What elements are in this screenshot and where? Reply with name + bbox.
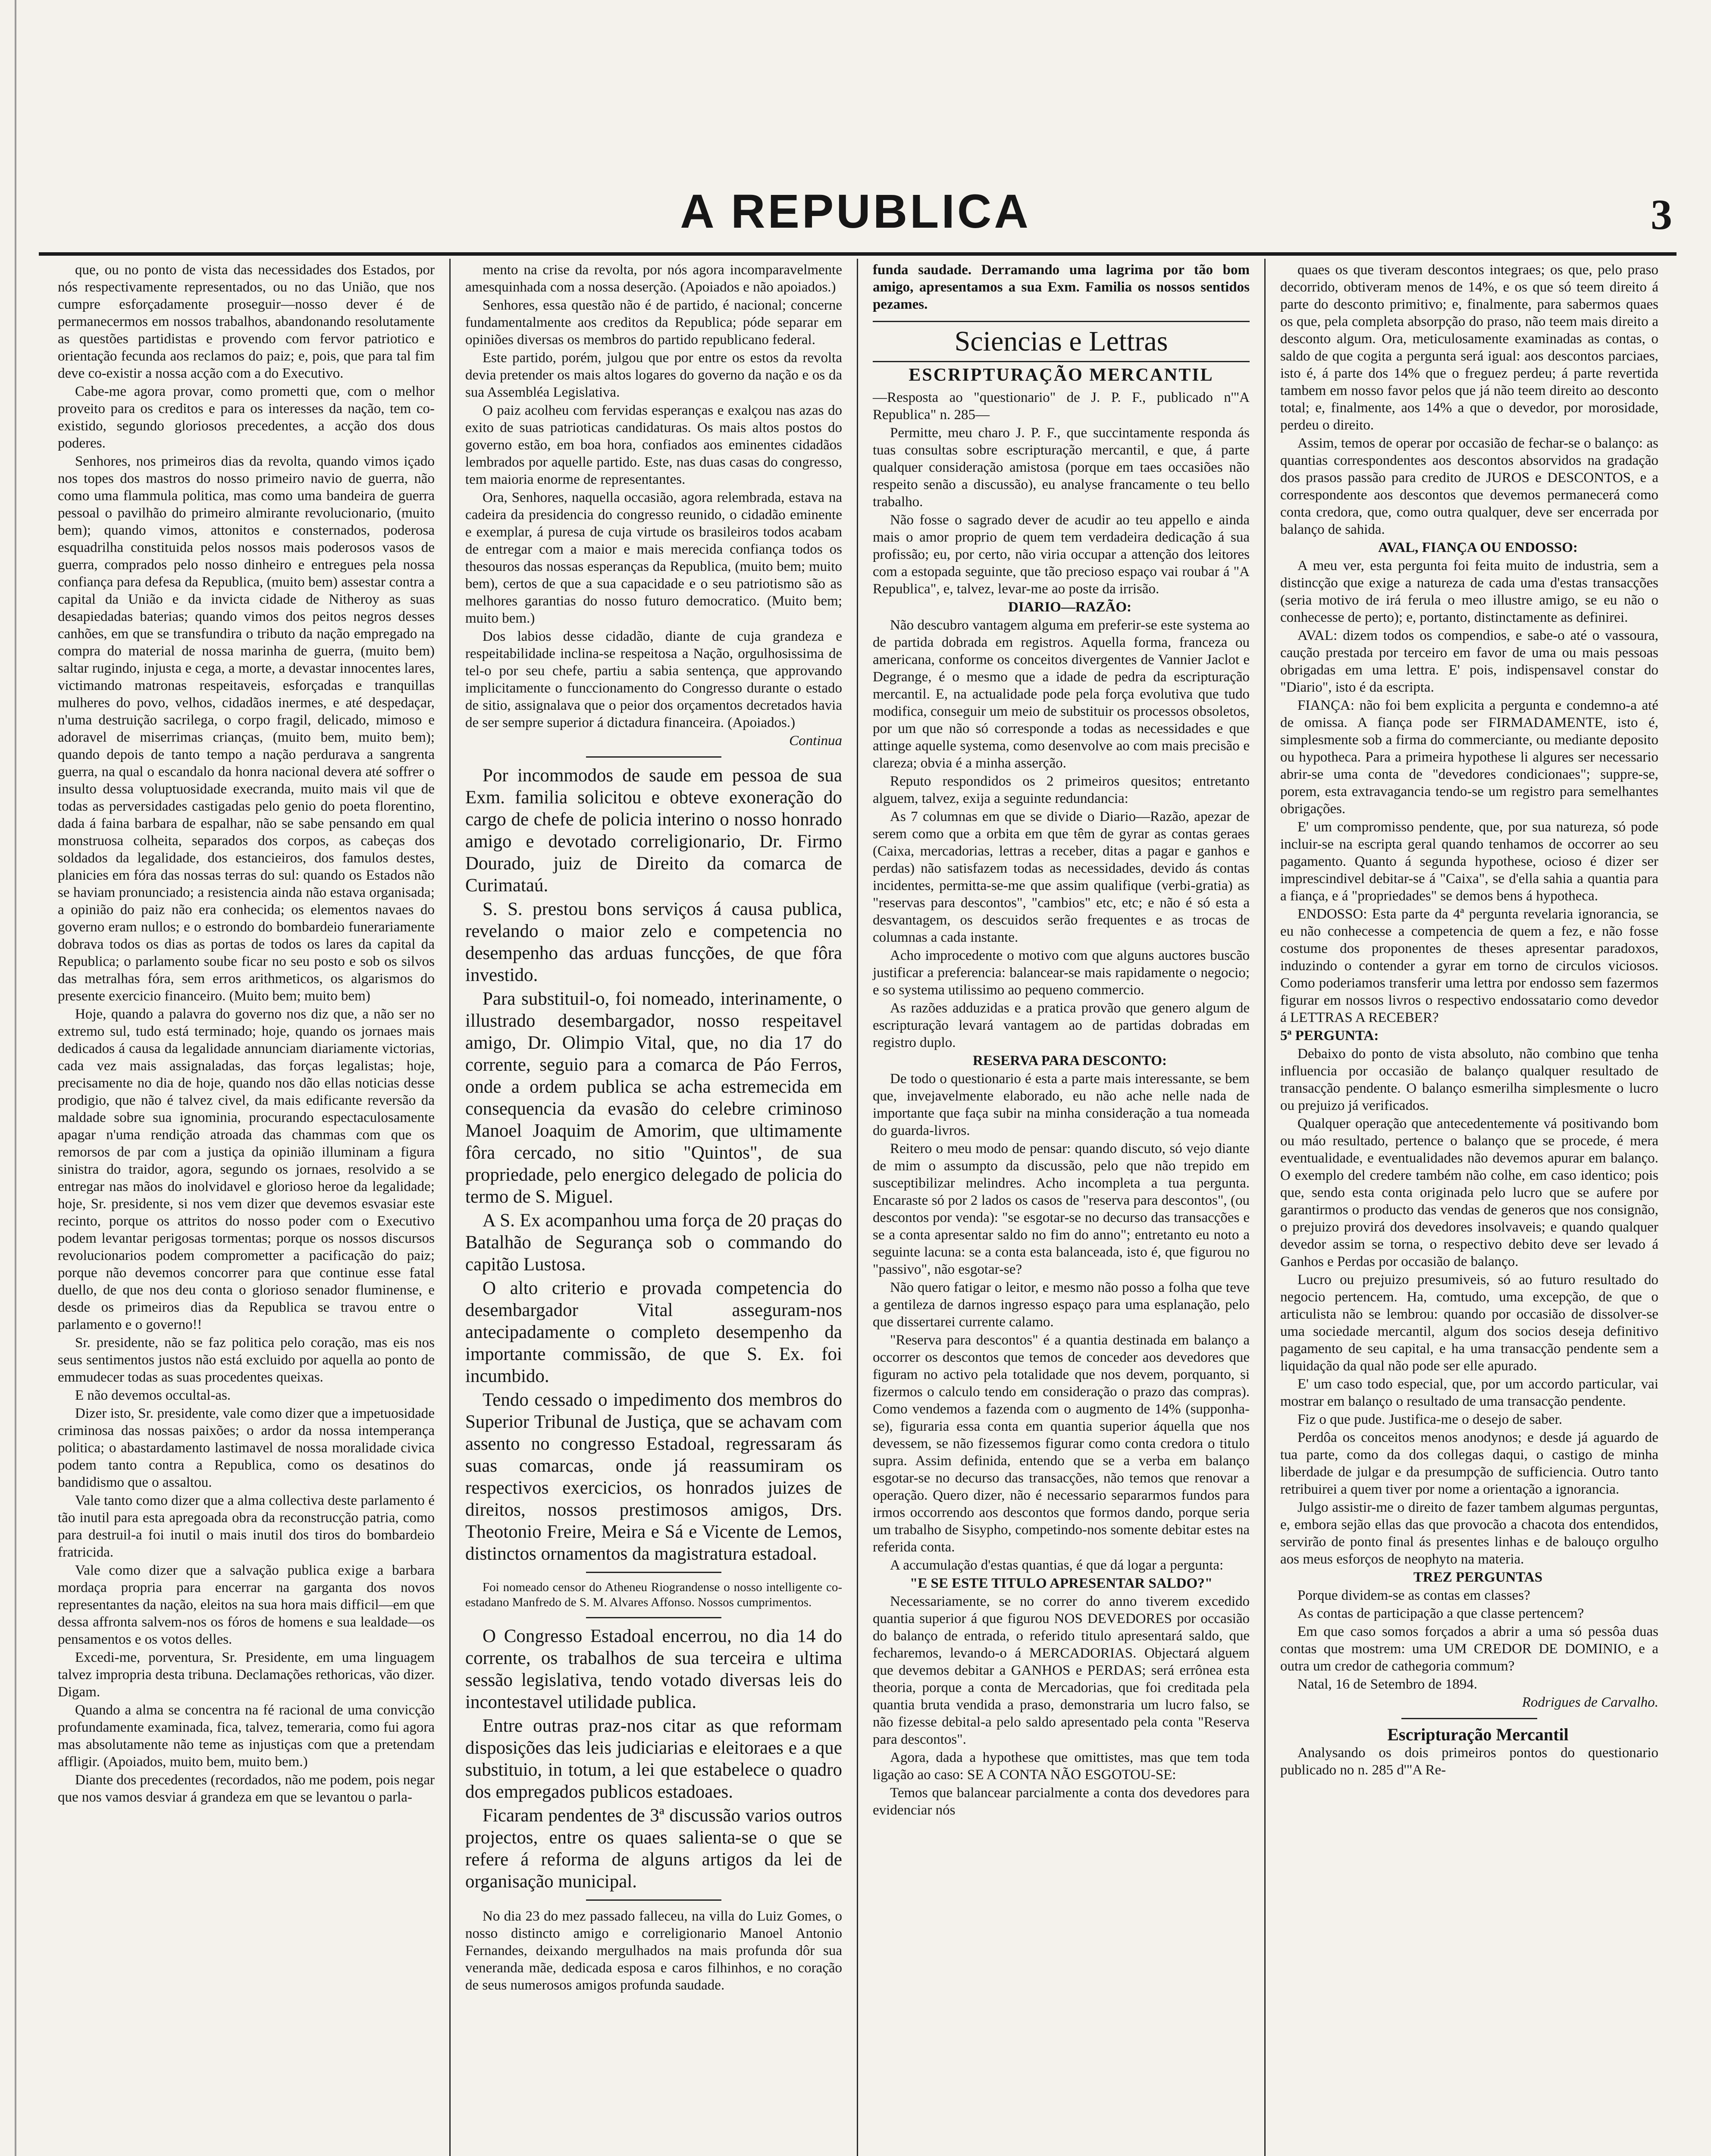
paragraph: E' um compromisso pendente, que, por sua natureza, só pode incluir-se na escripta geral quando tenhamos de occorrer ao seu pagamento. Quanto á segunda hypothese, ocioso é dizer ser imprescindivel debitar-se á "Caixa", se d'ella sahia a quantia para a fiança, e á "propriedades" se demos bens á hypotheca. xyxy=(1280,819,1658,904)
paragraph: Reitero o meu modo de pensar: quando discuto, só vejo diante de mim o assumpto da discussão, pelo que não trepido em susceptibilizar melindres. Acho incompleta a tua pergunta. Encaraste só por 2 lados os casos de "reserva para descontos", (ou descontos por venda): "se esgotar-se no decurso das transacções e se a conta apresentar saldo no fim do anno"; entretanto eu noto a seguinte lacuna: se a conta esta balanceada, isto é, que figurou no "passivo", não esgotar-se? xyxy=(873,1141,1250,1277)
column-4 xyxy=(1266,259,1673,2156)
continua-label: Continua xyxy=(789,733,842,749)
paragraph: Dizer isto, Sr. presidente, vale como dizer que a impetuosidade criminosa das nossas paixões; o ardor da nossa intemperança politica; o abastardamento lastimavel de nossa moralidade civica podem tanto contra a Republica, como os desatinos do bandidismo que o assaltou. xyxy=(58,1406,435,1490)
paragraph: ENDOSSO: Esta parte da 4ª pergunta revelaria ignorancia, se eu não conhecesse a competencia de quem a fez, e não fosse costume dos proponentes de theses apresentar paradoxos, induzindo o contender a gyrar em torno de circulos viciosos. Como poderiamos transferir uma lettra por endosso sem fazermos figurar em nossos livros o respectivo endossatario como devedor á LETTRAS A RECEBER? xyxy=(1280,906,1658,1025)
paragraph: Agora, dada a hypothese que omittistes, mas que tem toda ligação ao caso: SE A CONTA NÃO ESGOTOU-SE: xyxy=(873,1750,1250,1783)
paragraph: As contas de participação a que classe pertencem? xyxy=(1297,1606,1584,1621)
paragraph: AVAL: dizem todos os compendios, e sabe-o até o vassoura, caução prestada por terceiro em favor de uma ou mais pessoas obrigadas em uma lettra. E' pois, indispensavel constar do "Diario", isto é da escripta. xyxy=(1280,628,1658,695)
paragraph: A accumulação d'estas quantias, é que dá logar a pergunta: xyxy=(890,1557,1224,1573)
reserva-paragraphs xyxy=(873,1070,1250,1574)
paragraph: O Congresso Estadoal encerrou, no dia 14 do corrente, os trabalhos de sua terceira e ultima sessão legislativa, tendo votado diversas leis do incontestavel utilidade publica. xyxy=(465,1626,842,1712)
q5-paragraphs xyxy=(1280,1045,1658,1568)
paragraph: Permitte, meu charo J. P. F., que succintamente responda ás tuas consultas sobre escripturação mercantil, e que, á parte qualquer consideração amistosa (porque em taes occasiões não respeito senão a discussão), eu analyse francamente o teu bello trabalho. xyxy=(873,425,1250,510)
column-4-intro xyxy=(1280,261,1658,538)
paragraph: Assim, temos de operar por occasião de fechar-se o balanço: as quantias correspondentes aos descontos absorvidos na gradação dos prasos passão para credito de JUROS e DESCONTOS, e a correspondente aos descontos que devemos permanecerá como conta credora, que, como outra qualquer, deve ser encerrada por balanço de sahida. xyxy=(1280,436,1658,537)
paragraph: Ora, Senhores, naquella occasião, agora relembrada, estava na cadeira da presidencia do congresso reunido, o cidadão eminente e exemplar, á puresa de cuja virtude os brasileiros todos acabam de entregar com a maior e mais merecida confiança todos os thesouros das nossas esperanças da Republica, (muito bem; muito bem), certos de que a sua capacidade e o seu patriotismo são as melhores garantias do nosso futuro democratico. (Muito bem; muito bem.) xyxy=(465,490,842,626)
paragraph: Este partido, porém, julgou que por entre os estos da revolta devia pretender os mais altos logares do governo da nação e os da sua Assembléa Legislativa. xyxy=(465,350,842,400)
obituary-end: funda saudade. Derramando uma lagrima por tão bom amigo, apresentamos a sua Exm. Familia os nossos sentidos pezames. xyxy=(873,262,1250,312)
paragraph: "Reserva para descontos" é a quantia destinada em balanço a occorrer os descontos que temos de conceder aos devedores que figuram no activo pela totalidade que nos devem, porquanto, si fizermos o calculo tendo em consideração o prazo das compras). Como vendemos a fazenda com o augmento de 14% (supponha-se), figuraria essa conta em quantia superior áquella que nos devessem, se não fizessemos figurar como conta credora o titulo supra. Assim definida, entendo que se a verba em balanço esgotar-se no decurso das transacções, não temos que renovar a operação. Quero dizer, não é necessario separarmos fundos para irmos occorrendo aos descontos que formos dando, porque seria um trabalho de Sisypho, competindo-nos somente debitar estes na referida conta. xyxy=(873,1332,1250,1555)
paragraph: Tendo cessado o impedimento dos membros do Superior Tribunal de Justiça, que se achavam com assento no congresso Estadoal, regressaram ás suas comarcas, onde já reassumiram os respectivos exercicios, os honrados juizes de direitos, nossos prestimosos amigos, Drs. Theotonio Freire, Meira e Sá e Vicente de Lemos, distinctos ornamentos da magistratura estadoal. xyxy=(465,1390,842,1564)
paragraph: Excedi-me, porventura, Sr. Presidente, em uma linguagem talvez impropria desta tribuna. Declamações rethoricas, vão dizer. Digam. xyxy=(58,1650,435,1700)
paragraph: Fiz o que pude. Justifica-me o desejo de saber. xyxy=(1297,1412,1562,1427)
congress-notices xyxy=(465,1625,842,1893)
divider xyxy=(1401,1718,1538,1719)
paragraph: Lucro ou prejuizo presumiveis, só ao futuro resultado do negocio pertencem. Ha, comtudo, uma excepção, de que o articulista não se lembrou: quando por occasião de dissolver-se uma sociedade mercantil, algum dos socios deseja definitivo pagamento de seu capital, e ha uma transacção pendente sem a liquidação da qual não pode ser elle apurado. xyxy=(1280,1272,1658,1374)
paragraph: Diante dos precedentes (recordados, não me podem, pois negar que nos vamos desviar á grandeza em que se levantou o parla- xyxy=(58,1772,435,1805)
paragraph: A S. Ex acompanhou uma força de 20 praças do Batalhão de Segurança sob o commando do capitão Lustosa. xyxy=(465,1210,842,1275)
paragraph: Julgo assistir-me o direito de fazer tambem algumas perguntas, e, embora sejão ellas das que provocão a chacota dos entendidos, servirão de ponto final ás presentes linhas e de balouço orgulho aos meus esforços de neophyto na materia. xyxy=(1280,1500,1658,1567)
paragraph: Temos que balancear parcialmente a conta dos devedores para evidenciar nós xyxy=(873,1785,1250,1818)
masthead xyxy=(26,181,1685,241)
paragraph: Não quero fatigar o leitor, e mesmo não posso a folha que teve a gentileza de darnos ingresso espaço para uma esplanação, pelo que dissertarei currente calamo. xyxy=(873,1280,1250,1330)
paragraph: O alto criterio e provada competencia do desembargador Vital asseguram-nos antecipadamente o completo desempenho da importante commissão, de que S. Ex. foi incumbido. xyxy=(465,1278,842,1386)
paragraph: mento na crise da revolta, por nós agora incomparavelmente amesquinhada com a nossa deserção. (Apoiados e não apoiados.) xyxy=(465,262,842,295)
divider xyxy=(586,1572,722,1573)
paragraph: E não devemos occultal-as. xyxy=(75,1388,231,1403)
paragraph: As razões adduzidas e a pratica provão que genero algum de escripturação levará vantagem ao de partidas dobradas em registro duplo. xyxy=(873,1000,1250,1050)
q5-heading: 5ª PERGUNTA: xyxy=(1280,1028,1379,1044)
paragraph: Perdôa os conceitos menos anodynos; e desde já aguardo de tua parte, como da dos collegas daqui, o castigo de minha liberdade de julgar e da presumpção de sufficiencia. Outro tanto retribuirei a quem tiver por nome a orientação a ignorancia. xyxy=(1280,1430,1658,1497)
newspaper-title: A REPUBLICA xyxy=(680,185,1031,238)
paragraph: FIANÇA: não foi bem explicita a pergunta e condemno-a até de omissa. A fiança pode ser FIRMADAMENTE, isto é, simplesmente sob a firma do commerciante, ou mediante deposito ou hypotheca. Para a primeira hypothese li algures ser necessario abrir-se uma conta de "devedores condicionaes"; suppre-se, porem, esta extravagancia tendo-se um registro para semelhantes obrigações. xyxy=(1280,698,1658,817)
paragraph: Hoje, quando a palavra do governo nos diz que, a não ser no extremo sul, tudo está terminado; hoje, quando os jornaes mais dedicados á causa da legalidade annunciam diariamente victorias, cada vez mais assignaladas, das forças legalistas; hoje, precisamente no dia de hoje, quando nos dão ellas noticias desse prodigio, que não é talvez civel, da mais edificante reversão da maldade sobre sua ignominia, procurando espectaculosamente apagar n'uma rendição atroada das chammas com que os remorsos de par com a justiça da opinião illuminam a figura sinistra do traidor, agora, segundo os jornaes, resolvido a se entregar nas mãos do inolvidavel e glorioso heroe da legalidade; hoje, Sr. presidente, si nos vem dizer que devemos esvasiar este recinto, porque os attritos do nosso poder com o Executivo podem levantar perigosas tormentas; porque os nossos discursos revolucionarios podem comprometter a pacificação do paiz; porque não devemos concorrer para que continue esse fatal duello, de que nos deu conta o glorioso senador fluminense, e desde os primeiros dias da Republica se travou entre o parlamento e o governo!! xyxy=(58,1006,435,1332)
column-2-body xyxy=(465,261,842,731)
column-1-body xyxy=(58,261,435,1806)
paragraph: Em que caso somos forçados a abrir a uma só pessôa duas contas que mostrem: uma UM CREDOR DE DOMINIO, e a outra um credor de cathegoria commum? xyxy=(1280,1624,1658,1674)
page-number: 3 xyxy=(1651,191,1672,238)
paragraph: As 7 columnas em que se divide o Diario—Razão, apezar de serem como que a orbita em que têm de gyrar as contas geraes (Caixa, mercadorias, lettras a receber, ditas a pagar e ganhos e perdas) não satisfazem todas as necessidades, devido ás contas incidentes, permitta-se-me que assim qualifique (verbi-gratia) as "reservas para descontos", "cambios" etc, etc; e não é só esta a desvantagem, os descuidos serão frequentes e as trocas de columnas a cada instante. xyxy=(873,809,1250,945)
question-line: "E SE ESTE TITULO APRESENTAR SALDO?" xyxy=(909,1576,1213,1591)
paragraph: O paiz acolheu com fervidas esperanças e exalçou nas azas do exito de suas patrioticas candidaturas. Os mais altos postos do governo estão, em boa hora, confiados aos eminentes cidadãos lembrados por aquelle partido. Este, nas duas casas do congresso, tem maioria enorme de representantes. xyxy=(465,403,842,487)
paragraph: Qualquer operação que antecedentemente vá positivando bom ou máo resultado, pertence o balanço que se procede, é mera eventualidade, e eventualidades não devemos apurar em balanço. O exemplo del credere também não colhe, em caso identico; pois que, sendo esta conta originada pelo lucro que se aufere por garantirmos o producto das vendas de generos que nos consignão, o prejuizo provirá dos devedores insolvaveis; e quando qualquer devedor assim se torna, o respectivo debito deve ser levado á Ganhos e Perdas por occasião de balanço. xyxy=(1280,1116,1658,1269)
section-banner: Sciencias e Lettras xyxy=(873,321,1250,362)
tres-perguntas-list xyxy=(1280,1587,1658,1675)
paragraph: Senhores, nos primeiros dias da revolta, quando vimos içado nos topes dos mastros do nosso primeiro navio de guerra, não como uma flammula politica, mas como uma bandeira de guerra pessoal o pavilhão do primeiro almirante revolucionario, (muito bem); quando vimos, attonitos e consternados, poderosa esquadrilha constituida pelos nossos mais poderosos vasos de guerra, comprados pelo nosso dinheiro e entregues pela nossa confiança para defesa da Republica, (muito bem) assestar contra a capital da União e da invicta cidade de Nitheroy as suas desapiedadas baterias; quando vimos dos peitos negros desses canhões, em que se transfundira o tributo da nação empregado na compra do material de nossa marinha de guerra, (muito bem) saltar rugindo, injusta e cega, a morte, a devastar innocentes lares, victimando matronas respeitaveis, esforçadas e tranquillas mulheres do povo, velhos, cidadãos inermes, e até despedaçar, n'uma destruição sacrilega, o corpo fragil, delicado, mimoso e adoravel de miserrimas crianças, (muito bem, muito bem); quando depois de tanto tempo a nação perdurava a sangrenta guerra, na qual o escandalo da honra nacional devera até soffrer o insulto dessa voluptuosidade execranda, muito mais vil que de todas as perversidades castigadas pelo genio do poeta florentino, dada á faina barbara de espalhar, não se sabe pensando em qual monstruosa colheita, separados dos corpos, as cabeças dos soldados da legalidade, dos estancieiros, dos famulos destes, planicies em fóra das nossas terras do sul: quando os Estados não se haviam pronunciado; a resistencia ainda não estava organisada; a opinião do paiz não era conhecida; os elementos navaes do governo eram nullos; e o estrondo do bombardeio funerariamente dobrava todos os dias as portas de todos os lares da capital da Republica; o parlamento soube ficar no seu posto e sob os silvos das metralhas fóra, sem erros arithmeticos, os algarismos do presente exercicio financeiro. (Muito bem; muito bem) xyxy=(58,454,435,1004)
paragraph: Sr. presidente, não se faz politica pelo coração, mas eis nos seus sentimentos justos não está excluido por aquella ao ponto de emmudecer todas as suas procedentes queixas. xyxy=(58,1335,435,1385)
intro-paragraphs xyxy=(873,424,1250,598)
paragraph: Vale tanto como dizer que a alma collectiva deste parlamento é tão inutil para esta apregoada obra da reconstrucção patria, como para destruil-a foi inutil o mais inutil dos tiros do bombardeio fratricida. xyxy=(58,1493,435,1560)
paragraph: Debaixo do ponto de vista absoluto, não combino que tenha influencia por occasião de balanço qualquer resultado de transacção pendente. O balanço esmerilha simplesmente o lucro ou prejuizo já verificados. xyxy=(1280,1046,1658,1113)
next-article-text: Analysando os dois primeiros pontos do questionario publicado no n. 285 d'"A Re- xyxy=(1280,1745,1658,1778)
paragraph: E' um caso todo especial, que, por um accordo particular, vai mostrar em balanço o resultado de uma transacção pendente. xyxy=(1280,1376,1658,1409)
paragraph: Porque dividem-se as contas em classes? xyxy=(1297,1588,1530,1603)
article-lead: —Resposta ao "questionario" de J. P. F., publicado n'"A Republica" n. 285— xyxy=(873,390,1250,423)
column-2 xyxy=(451,259,858,2156)
notices-block xyxy=(465,765,842,1565)
masthead-rule xyxy=(39,252,1677,256)
diario-heading: DIARIO—RAZÃO: xyxy=(1008,599,1131,615)
paragraph: Necessariamente, se no correr do anno tiverem excedido quantia superior á que figurou NOS DEVEDORES por occasião do balanço de entrada, o referido titulo apresentará saldo, que fecharemos, levando-o á MERCADORIAS. Objectará alguem que devemos debitar a GANHOS e PERDAS; será errônea esta theoria, porque a conta de Mercadorias, que foi creditada pela quantia bruta vendida a praso, demonstraria um lucro falso, se não fizesse debital-a pelo saldo apresentado pela conta "Reserva para descontos". xyxy=(873,1594,1250,1747)
paragraph: Não fosse o sagrado dever de acudir ao teu appello e ainda mais o amor proprio de quem tem verdadeira dedicação á sua profissão; eu, por certo, não viria occupar a attenção dos leitores com a estopada seguinte, que tão precioso espaço vai roubar á "A Republica", e, talvez, levar-me ao poste da irrisão. xyxy=(873,512,1250,597)
obituary-notice: No dia 23 do mez passado falleceu, na villa do Luiz Gomes, o nosso distincto amigo e correligionario Manoel Antonio Fernandes, deixando mergulhados na mais profunda dôr sua veneranda mãe, dedicada esposa e caros filhinhos, e no coração de seus numerosos amigos profunda saudade. xyxy=(465,1908,842,1993)
paragraph: Cabe-me agora provar, como prometti que, com o melhor proveito para os creditos e para os interesses da nação, tem co-existido, segundo gloriosos precedentes, a acção dos dous poderes. xyxy=(58,384,435,451)
article-columns xyxy=(43,259,1673,2156)
column-1 xyxy=(43,259,451,2156)
paragraph: Entre outras praz-nos citar as que reformam disposições das leis judiciarias e eleitoraes e a que substituio, in totum, a lei que estabelece o quadro dos empregados publicos estadoaes. xyxy=(465,1716,842,1802)
paragraph: Acho improcedente o motivo com que alguns auctores buscão justificar a preferencia: balancear-se mais rapidamente o negocio; e so systema utilissimo ao pequeno commercio. xyxy=(873,948,1250,998)
page-edge-shadow xyxy=(15,0,16,2156)
diario-paragraphs xyxy=(873,617,1250,1051)
paragraph: S. S. prestou bons serviços á causa publica, revelando o maior zelo e competencia no desempenho das arduas funcções, de que fôra investido. xyxy=(465,899,842,985)
tres-perguntas-heading: TREZ PERGUNTAS xyxy=(1413,1570,1543,1585)
next-article-heading: Escripturação Mercantil xyxy=(1387,1725,1569,1744)
paragraph: Quando a alma se concentra na fé racional de uma convicção profundamente examinada, fica, talvez, temeraria, como fui agora mas absolutamente não teme as injustiças com que a pretendam affligir. (Apoiados, muito bem, muito bem.) xyxy=(58,1702,435,1770)
paragraph: De todo o questionario é esta a parte mais interessante, se bem que, invejavelmente elaborado, eu não ache nelle nada de importante que faça subir na minha consideração a tua nomeada do guarda-livros. xyxy=(873,1071,1250,1138)
aval-paragraphs xyxy=(1280,557,1658,1026)
paragraph: Ficaram pendentes de 3ª discussão varios outros projectos, entre os quaes salienta-se o que se refere á reforma de alguns artigos da lei de organisação municipal. xyxy=(465,1805,842,1892)
dateline: Natal, 16 de Setembro de 1894. xyxy=(1297,1677,1477,1692)
paragraph: quaes os que tiveram descontos integraes; os que, pelo praso decorrido, obtiveram menos de 14%, e os que só teem direito á parte do desconto primitivo; e, finalmente, para sabermos quaes os que, pela completa absorpção do praso, não teem mais direito a desconto algum. Ora, meticulosamente examinadas as contas, o saldo de que cogita a pergunta será igual: aos descontos parciaes, isto é, á parte dos 14% que o freguez perdeu; á parte revertida tambem em nosso favor pelos que já não teem direito ao desconto total; e, finalmente, aos 14% a que o devedor, por morosidade, perdeu o direito. xyxy=(1280,262,1658,433)
paragraph: Por incommodos de saude em pessoa de sua Exm. familia solicitou e obteve exoneração do cargo de chefe de policia interino o nosso honrado amigo e devotado correligionario, Dr. Firmo Dourado, juiz de Direito da comarca de Curimataú. xyxy=(465,765,842,896)
divider xyxy=(586,1617,722,1618)
signature: Rodrigues de Carvalho. xyxy=(1522,1695,1658,1710)
paragraph: Não descubro vantagem alguma em preferir-se este systema ao de partida dobrada em registros. Aquella forma, franceza ou americana, conforme os conceitos divergentes de Vannier Jaclot e Degrange, é o mesmo que a idade de pedra da escripturação mercantil. E, na actualidade pode pela força evolutiva que tudo modifica, conseguir um meio de substituir os processos obsoletos, por um que não só corresponde a todas as necessidades e que attinge aquelle systema, como desenvolve ao com mais precisão e clareza; obvia é a minha asserção. xyxy=(873,617,1250,771)
paragraph: Dos labios desse cidadão, diante de cuja grandeza e respeitabilidade inclina-se respeitosa a Nação, orgulhosissima de tel-o por seu chefe, partiu a sabia sentença, que approvando implicitamente o funccionamento do Congresso durante o estado de sitio, assignalava que o peior dos orçamentos decretados havia de ser sempre superior á dictadura financeira. (Apoiados.) xyxy=(465,629,842,730)
paragraph: Senhores, essa questão não é de partido, é nacional; concerne fundamentalmente aos creditos da Republica; póde separar em opiniões diversas os membros do partido republicano federal. xyxy=(465,298,842,348)
divider xyxy=(586,756,722,758)
notice-atheneu: Foi nomeado censor do Atheneu Riograndense o nosso intelligente co-estadano Manfredo de S. M. Alvares Affonso. Nossos cumprimentos. xyxy=(465,1580,842,1609)
paragraph: A meu ver, esta pergunta foi feita muito de industria, sem a distincção que exige a natureza de cada uma d'estas transacções (seria motivo de irá ferula o meo illustre amigo, se eu não o conhecesse de perto); e, portanto, distinctamente as definirei. xyxy=(1280,558,1658,625)
section-title: ESCRIPTURAÇÃO MERCANTIL xyxy=(909,365,1214,385)
divider xyxy=(586,1899,722,1901)
paragraph: que, ou no ponto de vista das necessidades dos Estados, por nós respectivamente representados, ou no das União, que nos cumpre esforçadamente proseguir—nosso dever é de permanecermos em nossos trabalhos, abandonando resolutamente as questões partidistas e provendo com fervor patriotico e orientação fecunda aos reclamos do paiz; e, pois, que para tal fim deve co-existir a nossa acção com a do Executivo. xyxy=(58,262,435,381)
final-paragraphs xyxy=(873,1593,1250,1819)
reserva-heading: RESERVA PARA DESCONTO: xyxy=(973,1053,1167,1069)
column-3 xyxy=(858,259,1266,2156)
paragraph: Vale como dizer que a salvação publica exige a barbara mordaça propria para encerrar na garganta dos novos representantes da nação, eleitos na sua hora mais difficil—em que dessa affronta salvem-nos os fóros de homens e sua lealdade—os pensamentos e os votos delles. xyxy=(58,1563,435,1647)
paragraph: Para substituil-o, foi nomeado, interinamente, o illustrado desembargador, nosso respeitavel amigo, Dr. Olimpio Vital, que, no dia 17 do corrente, seguio para a comarca de Páo Ferros, onde a ordem publica se acha estremecida em consequencia da evasão do celebre criminoso Manoel Joaquim de Amorim, que ultimamente fôra cercado, no sitio "Quintos", de sua propriedade, pelo energico delegado de policia do termo de S. Miguel. xyxy=(465,989,842,1207)
paragraph: Reputo respondidos os 2 primeiros quesitos; entretanto alguem, talvez, exija a seguinte redundancia: xyxy=(873,774,1250,806)
aval-heading: AVAL, FIANÇA OU ENDOSSO: xyxy=(1378,540,1578,555)
